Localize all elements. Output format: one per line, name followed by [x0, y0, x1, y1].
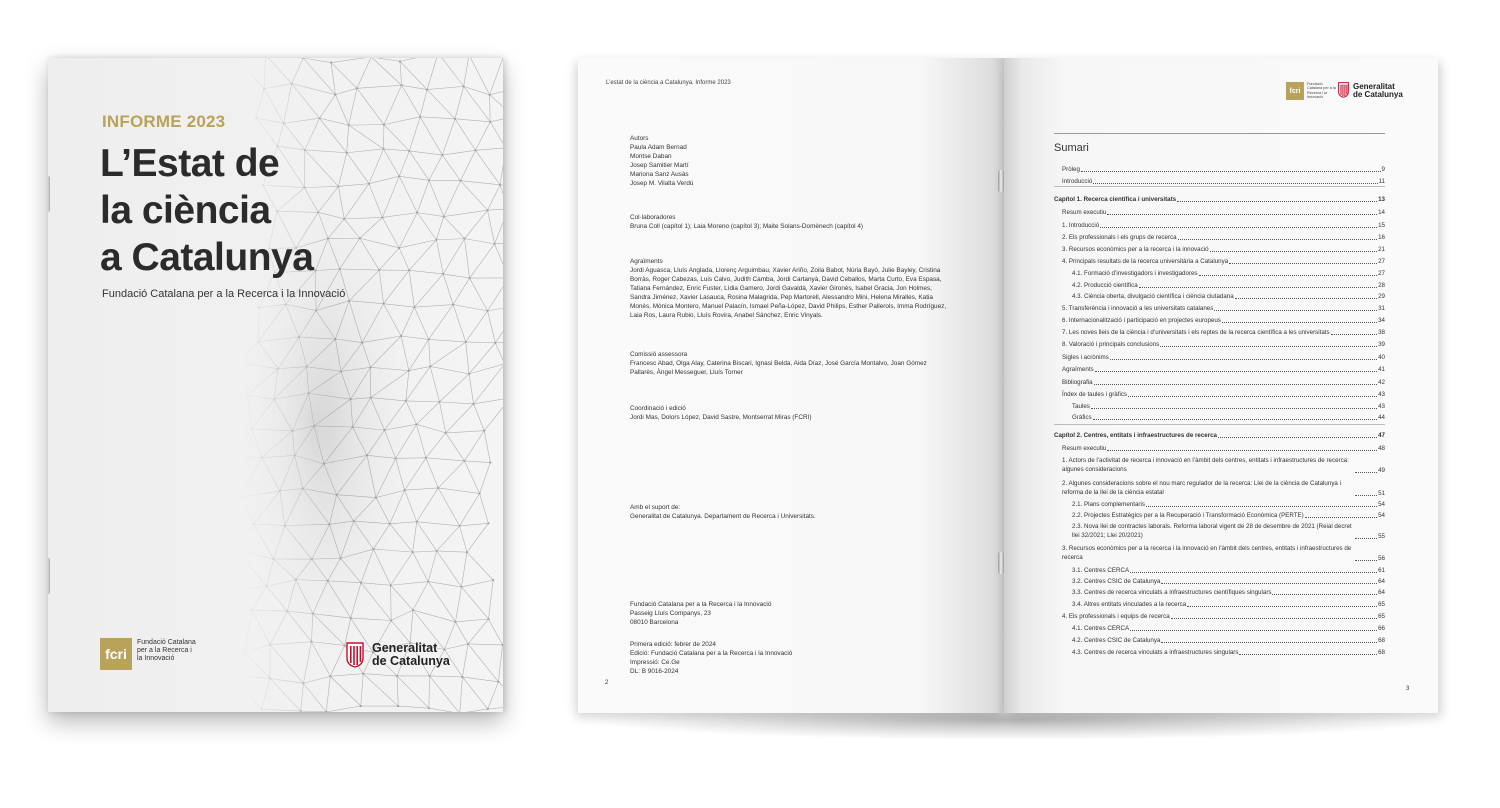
generalitat-text-line: de Catalunya — [1353, 90, 1403, 100]
toc-leader-dots — [1093, 183, 1377, 184]
toc-entry[interactable] — [1072, 523, 1385, 540]
toc-leader-dots — [1146, 506, 1377, 507]
author-name: Josep M. Vilalta Verdú — [630, 180, 694, 187]
toc-leader-dots — [1331, 334, 1378, 335]
toc-entry-title: Introducció — [1062, 178, 1093, 185]
toc-entry-title: 3. Recursos econòmics per a la recerca i la innovació — [1062, 246, 1209, 253]
senyera-icon — [1338, 82, 1349, 98]
toc-entry-title: 2.2. Projectes Estratègics per a la Recuperació i Transformació Econòmica (PERTE) — [1072, 512, 1304, 519]
toc-entry-title: 4.2. Producció científica — [1072, 282, 1138, 289]
right-page — [1004, 58, 1438, 713]
toc-entry-title: 5. Transferència i innovació a les universitats catalanes — [1062, 305, 1214, 312]
generalitat-logo-text — [372, 642, 482, 668]
toc-entry-title: 2. Els professionals i els grups de recerca — [1062, 234, 1177, 241]
toc-entry[interactable] — [1072, 567, 1385, 574]
toc-entry[interactable] — [1062, 258, 1385, 265]
toc-entry-title: 2. Algunes consideracions sobre el nou marc regulador de la recerca: Llei de la ciència de Catalunya i reforma de la llei de la ciència estatal — [1062, 480, 1341, 496]
toc-entry-title: Agraïments — [1062, 366, 1094, 373]
toc-leader-dots — [1093, 419, 1378, 420]
toc-entry[interactable] — [1062, 341, 1385, 348]
toc-entry[interactable] — [1062, 391, 1385, 398]
report-year-label: INFORME 2023 — [102, 112, 226, 131]
toc-leader-dots — [1187, 606, 1377, 607]
address-line: Passeig Lluís Companys, 23 — [630, 610, 711, 617]
toc-page-number: 51 — [1378, 490, 1385, 498]
author-name: Paula Adam Bernad — [630, 144, 687, 151]
toc-entry-title: Resum executiu — [1062, 445, 1107, 452]
toc-leader-dots — [1355, 495, 1377, 496]
toc-entry-title: Bibliografia — [1062, 379, 1093, 386]
toc-entry[interactable] — [1072, 637, 1385, 644]
advisory-committee-section — [630, 350, 960, 377]
toc-leader-dots — [1239, 654, 1377, 655]
toc-entry-title: Resum executiu — [1062, 209, 1107, 216]
toc-page-number: 11 — [1378, 178, 1385, 185]
section-label: Col·laboradores — [630, 214, 676, 221]
collaborators-section — [630, 213, 950, 231]
toc-entry[interactable] — [1062, 166, 1385, 173]
toc-entry-title: Capítol 2. Centres, entitats i infraestructures de recerca — [1054, 432, 1217, 439]
running-header: L’estat de la ciència a Catalunya. Informe 2023 — [606, 80, 731, 86]
acknowledgements-line: Tatiana Fernández, Enric Fuster, Lídia Gamero, Jordi Gavaldà, Xavier Gironès, Isabel Gracia, Jon Holmes, — [630, 285, 932, 292]
toc-leader-dots — [1130, 572, 1377, 573]
toc-entry[interactable] — [1062, 246, 1385, 253]
toc-entry[interactable] — [1072, 414, 1385, 421]
edition-line: Edició: Fundació Catalana per a la Recerca i la Innovació — [630, 650, 793, 657]
fcri-logo: fcri — [100, 638, 132, 670]
toc-entry[interactable] — [1072, 293, 1385, 300]
page-number: 3 — [1406, 686, 1410, 692]
coordination-text: Jordi Mas, Dolors López, David Sastre, Montserrat Miras (FCRI) — [630, 414, 812, 421]
acknowledgements-section — [630, 257, 960, 320]
toc-entry-title: Gràfics — [1072, 414, 1092, 421]
publisher-address — [630, 600, 950, 627]
toc-entry[interactable] — [1072, 601, 1385, 608]
toc-entry-title: 1. Introducció — [1062, 222, 1100, 229]
toc-leader-dots — [1161, 642, 1377, 643]
toc-leader-dots — [1130, 630, 1377, 631]
toc-separator — [1054, 186, 1385, 187]
toc-page-number: 16 — [1378, 234, 1385, 241]
fcri-logo: fcri — [1286, 82, 1304, 100]
toc-page-number: 48 — [1378, 445, 1385, 452]
section-label: Comissió assessora — [630, 351, 688, 358]
toc-entry-title: Taules — [1072, 403, 1090, 410]
cover-title-line: a Catalunya — [100, 236, 314, 279]
toc-entry-title: 4.3. Ciència oberta, divulgació científica i ciència ciutadana — [1072, 293, 1234, 300]
page-number: 2 — [605, 680, 609, 686]
toc-entry-title: 2.1. Plans complementaris — [1072, 501, 1145, 508]
toc-entry-title: Índex de taules i gràfics — [1062, 391, 1128, 398]
staple — [48, 176, 50, 212]
toc-leader-dots — [1235, 298, 1377, 299]
toc-separator — [1054, 424, 1385, 425]
toc-entry-title: 8. Valoració i principals conclusions — [1062, 341, 1160, 348]
toc-page-number: 64 — [1378, 578, 1385, 585]
toc-entry-title: 4.2. Centres CSIC de Catalunya — [1072, 637, 1161, 644]
toc-leader-dots — [1214, 310, 1377, 311]
author-name: Montse Daban — [630, 153, 672, 160]
toc-leader-dots — [1210, 251, 1378, 252]
committee-line: Francesc Abad, Olga Alay, Caterina Biscari, Ignasi Belda, Aida Díaz, José García Montalvo, Joan Gómez — [630, 360, 927, 367]
support-section — [630, 503, 950, 521]
toc-entry[interactable] — [1072, 649, 1385, 656]
header-rule — [1054, 133, 1385, 134]
toc-entry[interactable] — [1062, 305, 1385, 312]
toc-page-number: 65 — [1378, 601, 1385, 608]
toc-leader-dots — [1272, 594, 1377, 595]
section-label: Agraïments — [630, 258, 663, 265]
toc-page-number: 21 — [1378, 246, 1385, 253]
toc-page-number: 54 — [1378, 501, 1385, 508]
toc-entry[interactable] — [1072, 270, 1385, 277]
edition-line: Impressió: Ce.Ge — [630, 659, 680, 666]
address-line: Fundació Catalana per a la Recerca i la Innovació — [630, 601, 772, 608]
toc-page-number: 49 — [1378, 467, 1385, 475]
toc-leader-dots — [1100, 227, 1377, 228]
toc-page-number: 66 — [1378, 625, 1385, 632]
toc-leader-dots — [1305, 517, 1377, 518]
toc-entry[interactable] — [1062, 222, 1385, 229]
binding-clip — [998, 170, 1004, 192]
toc-entry[interactable] — [1072, 282, 1385, 289]
toc-page-number: 27 — [1378, 258, 1385, 265]
toc-chapter-entry[interactable] — [1054, 432, 1385, 439]
toc-page-number: 55 — [1378, 533, 1385, 541]
toc-entry[interactable] — [1072, 501, 1385, 508]
toc-leader-dots — [1222, 322, 1377, 323]
toc-page-number: 61 — [1378, 567, 1385, 574]
left-page — [578, 58, 1004, 713]
section-label: Autors — [630, 135, 649, 142]
contents-title: Sumari — [1054, 142, 1089, 154]
edition-line: DL: B 9016-2024 — [630, 668, 679, 675]
toc-entry-title: 7. Les noves lleis de la ciència i d’universitats i els reptes de la recerca científica a les universitats — [1062, 329, 1330, 336]
toc-page-number: 29 — [1378, 293, 1385, 300]
toc-entry[interactable] — [1062, 234, 1385, 241]
toc-page-number: 68 — [1378, 637, 1385, 644]
toc-entry[interactable] — [1062, 480, 1385, 497]
toc-leader-dots — [1094, 384, 1377, 385]
toc-entry-title: Capítol 1. Recerca científica i universitats — [1054, 196, 1177, 203]
toc-entry[interactable] — [1062, 329, 1385, 336]
cover-subtitle: Fundació Catalana per a la Recerca i la Innovació — [102, 288, 346, 300]
toc-entry-title: 4.1. Formació d’investigadors i investigadores — [1072, 270, 1198, 277]
cover-title-line: la ciència — [100, 189, 271, 232]
toc-page-number: 27 — [1378, 270, 1385, 277]
toc-page-number: 39 — [1378, 341, 1385, 348]
toc-entry-title: 4. Els professionals i equips de recerca — [1062, 613, 1170, 620]
support-text: Generalitat de Catalunya. Departament de Recerca i Universitats. — [630, 513, 816, 520]
toc-page-number: 47 — [1378, 432, 1385, 439]
toc-entry-title: 3.2. Centres CSIC de Catalunya — [1072, 578, 1161, 585]
toc-page-number: 43 — [1378, 403, 1385, 410]
toc-entry[interactable] — [1072, 512, 1385, 519]
toc-leader-dots — [1095, 371, 1377, 372]
toc-page-number: 43 — [1378, 391, 1385, 398]
address-line: 08010 Barcelona — [630, 619, 679, 626]
report-cover — [48, 58, 503, 712]
toc-leader-dots — [1218, 437, 1377, 438]
toc-entry-title: 4.1. Centres CERCA — [1072, 625, 1130, 632]
acknowledgements-line: Laia Ros, Laura Rubio, Lluís Rovira, Anabel Sánchez, Enric Vinyals. — [630, 312, 823, 319]
toc-leader-dots — [1081, 171, 1381, 172]
generalitat-text-line: Generalitat — [1353, 82, 1395, 91]
coordination-section — [630, 404, 950, 422]
toc-page-number: 14 — [1378, 209, 1385, 216]
acknowledgements-line: Sandra Jiménez, Xavier Lasauca, Rosina Malagrida, Pep Martorell, Alessandro Mini, Helena Miralles, Katia — [630, 294, 933, 301]
toc-leader-dots — [1355, 560, 1377, 561]
staple — [48, 558, 50, 594]
edition-info — [630, 640, 950, 676]
acknowledgements-line: Monès, Mònica Montero, Manuel Palacín, Ismael Peña-López, David Philips, Esther Pallerols, Imma Rodríguez, — [630, 303, 947, 310]
committee-line: Pallarès, Àngel Messeguer, Lluís Torner — [630, 369, 743, 376]
toc-page-number: 13 — [1378, 196, 1385, 203]
senyera-icon — [346, 642, 364, 668]
toc-page-number: 9 — [1381, 166, 1385, 173]
toc-entry-title: 2.3. Nova llei de contractes laborals. Reforma laboral vigent de 28 de desembre de 2021 (Reial decret llei 32/2021; Llei 20/2021) — [1072, 523, 1352, 539]
toc-page-number: 31 — [1378, 305, 1385, 312]
toc-leader-dots — [1139, 287, 1377, 288]
toc-entry-title: 3.3. Centres de recerca vinculats a infraestructures científiques singulars — [1072, 589, 1272, 596]
toc-leader-dots — [1107, 450, 1377, 451]
toc-entry-title: 3. Recursos econòmics per a la recerca i la innovació en l’àmbit dels centres, entitats i infraestructures de recerca — [1062, 545, 1352, 561]
toc-entry[interactable] — [1072, 625, 1385, 632]
toc-leader-dots — [1161, 583, 1377, 584]
toc-entry-title: 3.1. Centres CERCA — [1072, 567, 1130, 574]
toc-leader-dots — [1355, 538, 1377, 539]
toc-page-number: 65 — [1378, 613, 1385, 620]
toc-entry[interactable] — [1072, 589, 1385, 596]
toc-leader-dots — [1229, 263, 1377, 264]
toc-leader-dots — [1128, 396, 1377, 397]
toc-page-number: 44 — [1378, 414, 1385, 421]
header-logos — [1286, 82, 1426, 106]
toc-entry[interactable] — [1062, 354, 1385, 361]
toc-leader-dots — [1199, 275, 1378, 276]
toc-page-number: 38 — [1378, 329, 1385, 336]
toc-entry[interactable] — [1062, 445, 1385, 452]
section-label: Amb el suport de: — [630, 504, 681, 511]
toc-entry-title: 3.4. Altres entitats vinculades a la recerca — [1072, 601, 1187, 608]
generalitat-text-line: de Catalunya — [372, 654, 450, 668]
toc-entry[interactable] — [1062, 457, 1385, 474]
binding-clip — [998, 552, 1004, 574]
toc-page-number: 34 — [1378, 317, 1385, 324]
toc-entry[interactable] — [1062, 178, 1385, 185]
collaborators-text: Bruna Coll (capítol 1); Laia Moreno (capítol 3); Maite Solans-Domènech (capítol 4) — [630, 223, 864, 230]
toc-entry-title: Sigles i acrònims — [1062, 354, 1109, 361]
toc-entry-title: Pròleg — [1062, 166, 1080, 173]
toc-entry[interactable] — [1062, 545, 1385, 562]
toc-entry-title: 4. Principals resultats de la recerca universitària a Catalunya — [1062, 258, 1229, 265]
toc-page-number: 68 — [1378, 649, 1385, 656]
toc-leader-dots — [1091, 408, 1377, 409]
toc-page-number: 41 — [1378, 366, 1385, 373]
toc-entry[interactable] — [1062, 379, 1385, 386]
generalitat-logo-text — [1353, 83, 1433, 100]
fcri-logo-text: Fundació Catalana per a la Recerca i la Innovació — [1307, 82, 1336, 100]
toc-entry[interactable] — [1062, 317, 1385, 324]
toc-entry[interactable] — [1062, 366, 1385, 373]
acknowledgements-line: Jordi Aguasca, Lluís Anglada, Llorenç Arguimbau, Xavier Ariño, Zoila Babot, Núria Bayó, Julie Bayley, Cristina — [630, 267, 941, 274]
toc-leader-dots — [1110, 359, 1377, 360]
toc-leader-dots — [1178, 239, 1378, 240]
toc-page-number: 15 — [1378, 222, 1385, 229]
toc-page-number: 56 — [1378, 555, 1385, 563]
toc-page-number: 40 — [1378, 354, 1385, 361]
author-name: Mariona Sanz Ausàs — [630, 171, 689, 178]
toc-leader-dots — [1171, 618, 1377, 619]
toc-page-number: 54 — [1378, 512, 1385, 519]
toc-page-number: 42 — [1378, 379, 1385, 386]
toc-entry[interactable] — [1062, 209, 1385, 216]
toc-leader-dots — [1177, 201, 1377, 202]
toc-entry[interactable] — [1072, 403, 1385, 410]
generalitat-text-line: Generalitat — [372, 641, 438, 655]
toc-entry[interactable] — [1062, 613, 1385, 620]
toc-leader-dots — [1160, 346, 1377, 347]
toc-page-number: 28 — [1378, 282, 1385, 289]
author-name: Josep Samitier Martí — [630, 162, 689, 169]
toc-entry-title: 4.3. Centres de recerca vinculats a infraestructures singulars — [1072, 649, 1239, 656]
toc-page-number: 64 — [1378, 589, 1385, 596]
section-label: Coordinació i edició — [630, 405, 686, 412]
cover-title-line: L’Estat de — [100, 142, 280, 185]
toc-leader-dots — [1107, 214, 1377, 215]
toc-entry-title: 1. Actors de l’activitat de recerca i innovació en l’àmbit dels centres, entitats i infraestructures de recerca: algunes consideracions — [1062, 457, 1349, 473]
fcri-logo-text: Fundació Catalana per a la Recerca i la Innovació — [137, 639, 196, 662]
cover-title — [100, 140, 400, 281]
authors-section — [630, 134, 950, 188]
toc-entry-title: 6. Internacionalització i participació en projectes europeus — [1062, 317, 1221, 324]
toc-leader-dots — [1355, 472, 1377, 473]
edition-line: Primera edició: febrer de 2024 — [630, 641, 716, 648]
toc-chapter-entry[interactable] — [1054, 196, 1385, 203]
toc-entry[interactable] — [1072, 578, 1385, 585]
acknowledgements-line: Borràs, Roger Cabezas, Luis Calvo, Judith Camba, Jordi Cartanyà, David Ceballos, Marta Curto, Eva Espasa, — [630, 276, 942, 283]
